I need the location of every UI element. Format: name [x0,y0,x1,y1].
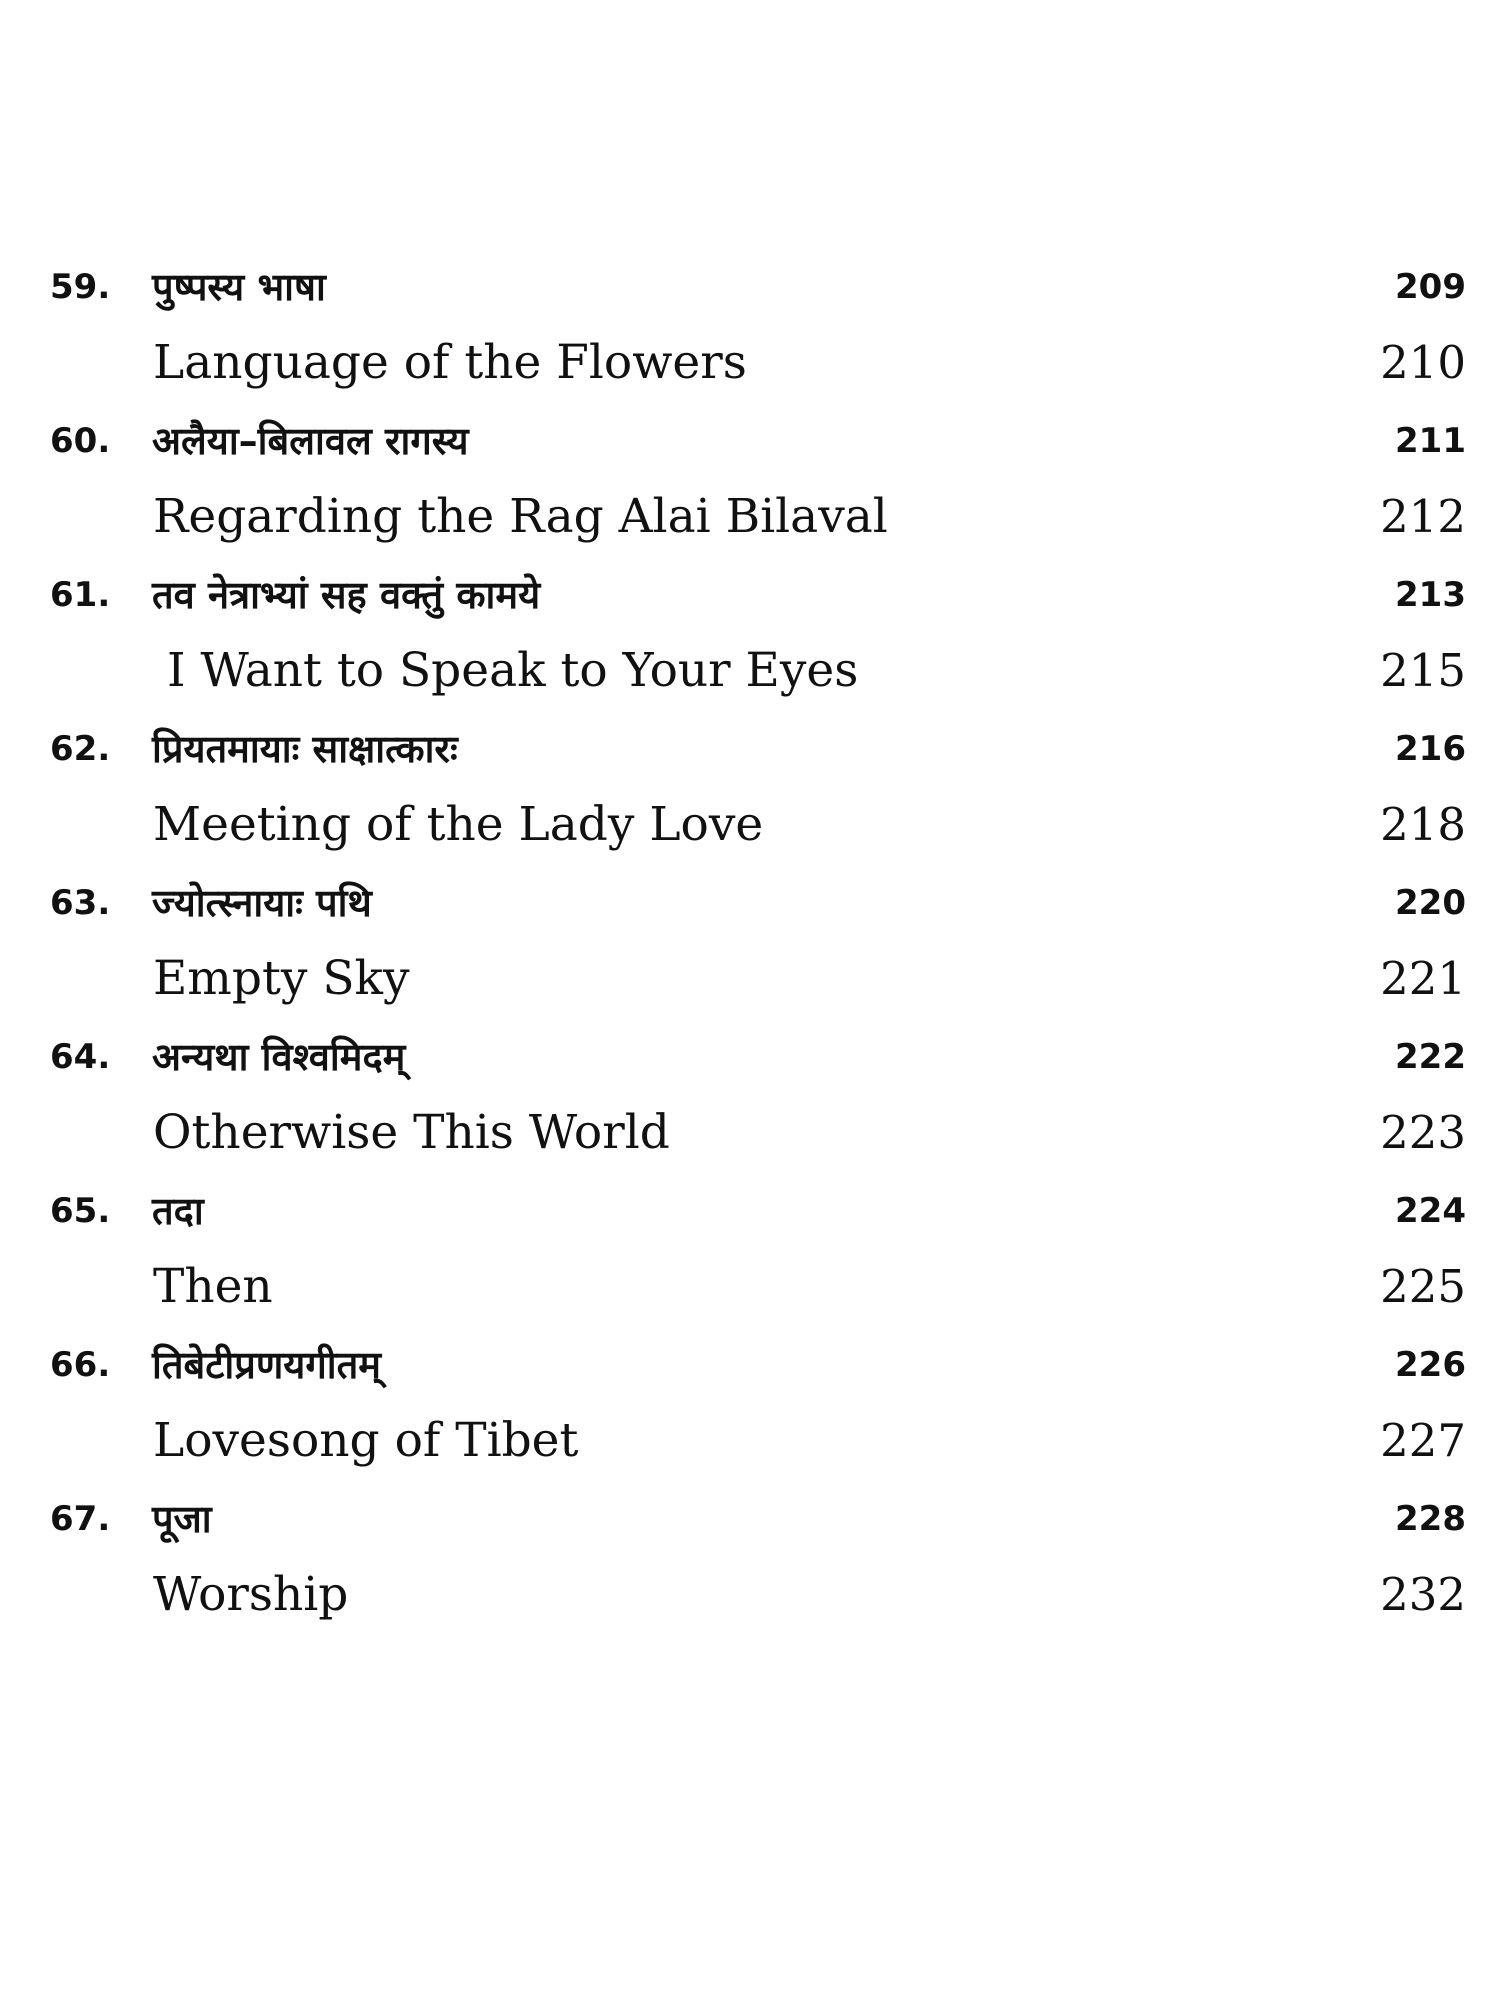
toc-entry-sanskrit [0,714,1500,784]
page-number: 216 [1395,729,1466,769]
english-title: I Want to Speak to Your Eyes [167,643,859,698]
english-title: Lovesong of Tibet [153,1413,579,1468]
sanskrit-title: प्रियतमायाः साक्षात्कारः [152,727,458,771]
english-title: Language of the Flowers [153,335,747,390]
entry-number: 60. [50,421,111,461]
sanskrit-title: तव नेत्राभ्यां सह वक्तुं कामये [152,573,541,617]
entry-number: 63. [50,883,111,923]
toc-entry-english [0,482,1500,552]
sanskrit-title: ज्योत्स्नायाः पथि [152,881,372,925]
page-number: 211 [1395,421,1466,461]
page-number: 218 [1380,798,1466,851]
entry-number: 64. [50,1037,111,1077]
toc-entry-english [0,1098,1500,1168]
english-title: Otherwise This World [153,1105,670,1160]
toc-entry-sanskrit [0,1022,1500,1092]
sanskrit-title: तिबेटीप्रणयगीतम् [152,1343,381,1387]
toc-entry-english [0,790,1500,860]
english-title: Then [153,1259,273,1314]
sanskrit-title: अलैया–बिलावल रागस्य [152,419,469,463]
page-number: 223 [1380,1106,1466,1159]
page-number: 225 [1380,1260,1466,1313]
english-title: Empty Sky [153,951,410,1006]
page-number: 222 [1395,1037,1466,1077]
sanskrit-title: अन्यथा विश्वमिदम् [152,1035,406,1079]
toc-entry-sanskrit [0,1484,1500,1554]
entry-number: 66. [50,1345,111,1385]
page-number: 212 [1380,490,1466,543]
toc-entry-sanskrit [0,868,1500,938]
page-number: 221 [1380,952,1466,1005]
entry-number: 59. [50,267,111,307]
entry-number: 65. [50,1191,111,1231]
page-number: 227 [1380,1414,1466,1467]
toc-entry-sanskrit [0,560,1500,630]
toc-entry-sanskrit [0,1176,1500,1246]
page-number: 232 [1380,1568,1466,1621]
page-number: 213 [1395,575,1466,615]
sanskrit-title: पुष्पस्य भाषा [152,265,326,309]
page-number: 210 [1380,336,1466,389]
toc-entry-sanskrit [0,1330,1500,1400]
toc-entry-sanskrit [0,406,1500,476]
toc-entry-english [0,328,1500,398]
toc-entry-english [0,1252,1500,1322]
english-title: Meeting of the Lady Love [153,797,764,852]
page-number: 224 [1395,1191,1466,1231]
entry-number: 61. [50,575,111,615]
english-title: Regarding the Rag Alai Bilaval [153,489,888,544]
page-number: 228 [1395,1499,1466,1539]
entry-number: 62. [50,729,111,769]
page-number: 226 [1395,1345,1466,1385]
toc-entry-sanskrit [0,252,1500,322]
page-number: 220 [1395,883,1466,923]
toc-entry-english [0,636,1500,706]
toc-entry-english [0,1560,1500,1630]
toc-entry-english [0,944,1500,1014]
page-number: 209 [1395,267,1466,307]
entry-number: 67. [50,1499,111,1539]
english-title: Worship [153,1567,349,1622]
toc-entry-english [0,1406,1500,1476]
page-number: 215 [1380,644,1466,697]
sanskrit-title: पूजा [152,1497,212,1541]
sanskrit-title: तदा [152,1189,204,1233]
